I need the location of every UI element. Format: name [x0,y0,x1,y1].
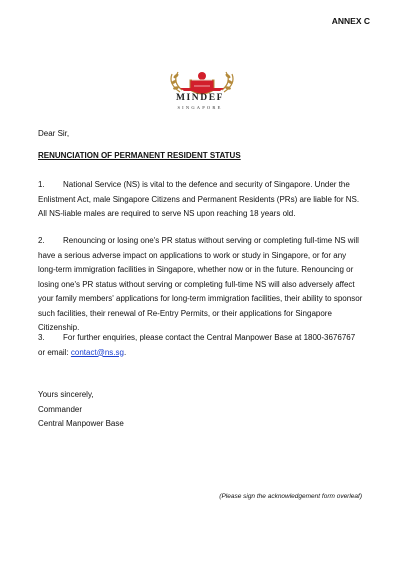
paragraph-2 [38,234,364,336]
country-name: SINGAPORE [177,105,223,110]
paragraph-text: For further enquiries, please contact the Central Manpower Base at 1800-3676767 or email: [38,333,356,357]
subject-heading: RENUNCIATION OF PERMANENT RESIDENT STATUS [38,151,241,160]
paragraph-text-end: . [123,347,127,357]
paragraph-text: Renouncing or losing one's PR status without serving or completing full-time NS will have a serious adverse impact on applications to work or study in Singapore, or for any long-term immigration facilities in Singapore, whether now or in the future. Renouncing or losing one's PR status without serving or completing full-time NS will also adversely affect your family members' applications for long-term immigration facilities, their ability to sponsor such facilities, their renewal of Re-Entry Permits, or their applications for Singapore Citizenship. [38,236,363,332]
paragraph-number: 2. [38,236,45,245]
paragraph-3 [38,331,364,360]
email-link[interactable]: contact@ns.sg [70,347,124,357]
mindef-crest-icon [152,62,252,122]
paragraph-number: 1. [38,180,45,189]
footer-note: (Please sign the acknowledgement form overleaf) [219,493,362,500]
annex-label: ANNEX C [331,16,370,26]
signatory-title: Commander [38,404,83,414]
closing-block [38,388,124,432]
closing-line: Yours sincerely, [38,390,94,399]
paragraph-number: 3. [38,333,45,342]
salutation: Dear Sir, [38,129,70,138]
signatory-org: Central Manpower Base [38,419,124,428]
paragraph-1 [38,178,364,222]
paragraph-text: National Service (NS) is vital to the defence and security of Singapore. Under the Enlistment Act, male Singapore Citizens and Permanent Residents (PRs) are liable for NS. All NS-liable males are required to serve NS upon reaching 18 years old. [38,180,360,218]
org-name: MINDEF [175,93,225,103]
